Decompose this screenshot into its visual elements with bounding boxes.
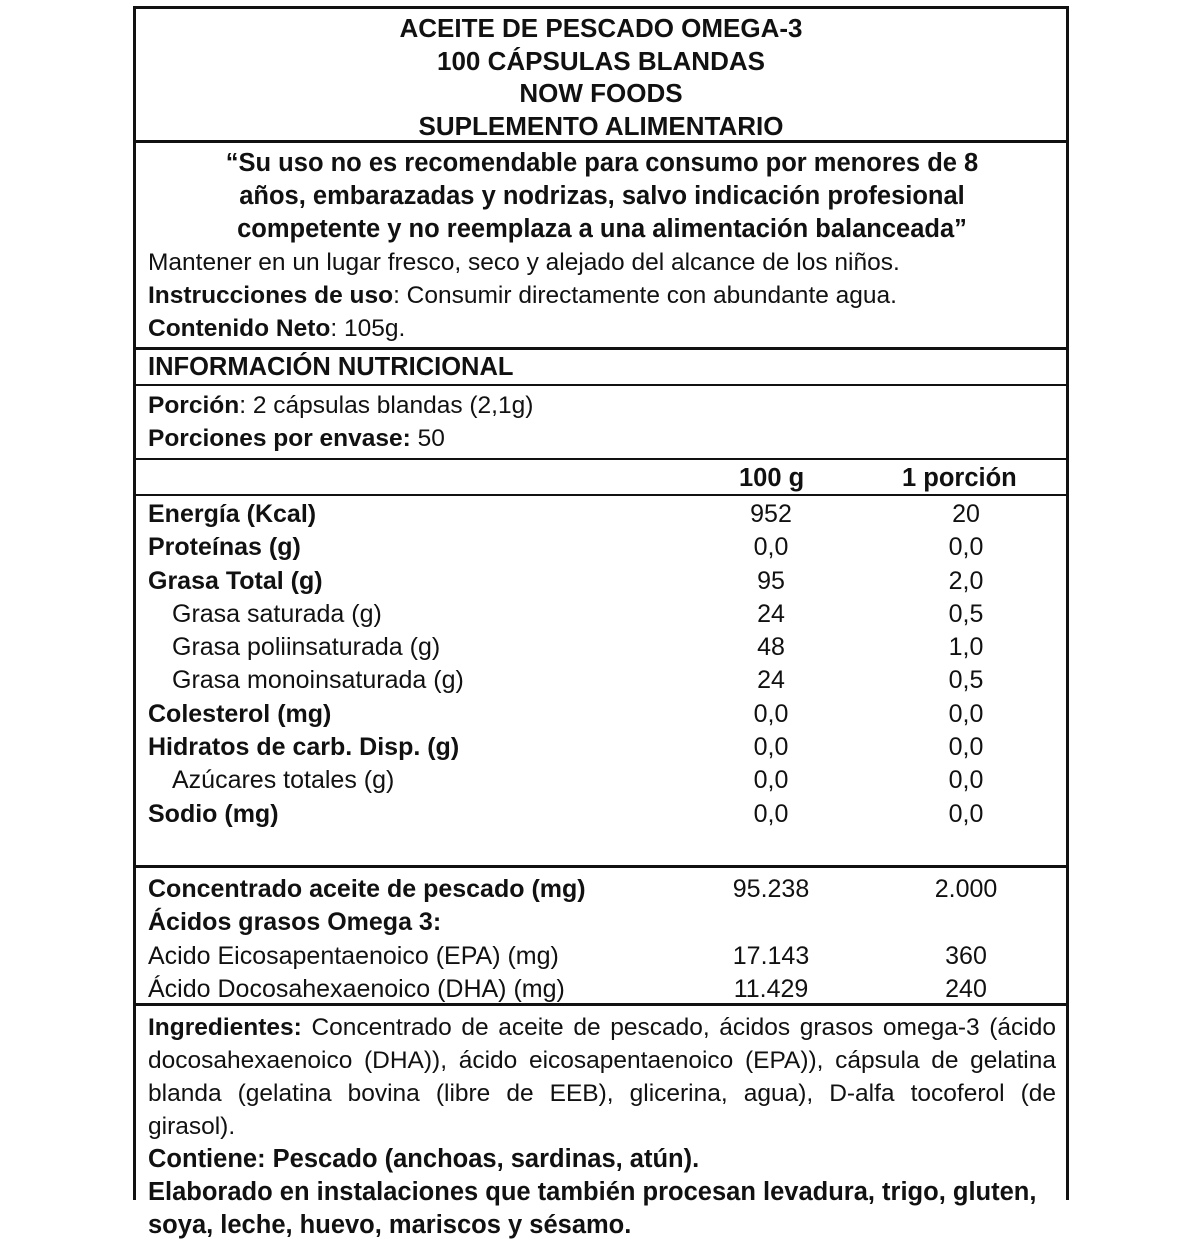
servings-text: 50	[410, 425, 445, 452]
omega-value-100g: 17.143	[732, 941, 810, 970]
usage-text: : Consumir directamente con abundante agua.	[393, 282, 897, 309]
nutrient-value-100g: 95	[757, 566, 785, 595]
nutrient-name: Grasa monoinsaturada (g)	[172, 666, 464, 695]
nutrient-value-100g: 24	[757, 666, 785, 695]
nutrient-value-portion: 0,0	[948, 699, 984, 728]
nutrient-name: Energía (Kcal)	[148, 500, 317, 528]
nutrient-row	[136, 498, 1066, 531]
nutrient-name: Sodio (mg)	[148, 799, 279, 828]
net-content	[148, 312, 1056, 345]
omega-value-100g: 11.429	[733, 974, 809, 1003]
nutrient-row	[136, 531, 1066, 564]
ingredients-label: Ingredientes:	[148, 1014, 302, 1041]
nutrient-value-100g: 0,0	[753, 766, 789, 795]
net-content-label: Contenido Neto	[148, 315, 331, 342]
net-content-text: : 105g.	[330, 315, 406, 342]
warning-quote-line-3: competente y no reemplaza a una alimentación balanceada”	[237, 215, 967, 243]
usage-label: Instrucciones de uso	[148, 282, 394, 309]
nutrient-value-100g: 24	[757, 599, 785, 628]
nutrient-value-portion: 0,5	[948, 599, 984, 628]
nutrient-row	[136, 631, 1066, 664]
nutrient-row	[136, 598, 1066, 631]
product-header	[136, 9, 1066, 143]
brand-name: NOW FOODS	[519, 78, 683, 108]
warning-quote-line-2: años, embarazadas y nodrizas, salvo indicación profesional	[239, 182, 965, 210]
ingredients-text: Concentrado de aceite de pescado, ácidos grasos omega-3 (ácido docosahexaenoico (DHA)), ácido eicosapentaenoico (EPA)), cápsula de gelatina blanda (gelatina bovina (libre de EEB), glicerina, agua), D-alfa tocoferol (de girasol).	[148, 1014, 1056, 1140]
nutrient-name: Proteínas (g)	[148, 533, 301, 562]
nutrient-value-100g: 0,0	[753, 799, 789, 828]
portion-text: : 2 cápsulas blandas (2,1g)	[239, 392, 534, 419]
usage-instructions	[148, 279, 1056, 312]
nutrient-row	[136, 731, 1066, 764]
nutrient-name: Grasa saturada (g)	[172, 599, 382, 628]
column-header-100g: 100 g	[739, 464, 805, 492]
product-category: SUPLEMENTO ALIMENTARIO	[418, 110, 784, 141]
omega-row	[136, 906, 1066, 939]
product-format: 100 CÁPSULAS BLANDAS	[437, 45, 765, 76]
servings-per-container	[148, 422, 1054, 455]
nutrient-value-portion: 2,0	[948, 566, 984, 595]
nutrient-row	[136, 798, 1066, 831]
portion-size	[148, 389, 1054, 422]
omega-value-100g: 95.238	[732, 875, 810, 903]
nutrient-value-100g: 0,0	[753, 533, 789, 562]
nutrition-label	[133, 6, 1069, 1239]
portion-section	[136, 386, 1066, 460]
omega-name: Concentrado aceite de pescado (mg)	[148, 875, 586, 903]
nutrient-row	[136, 764, 1066, 797]
nutrient-value-100g: 952	[750, 500, 792, 528]
omega-row	[136, 940, 1066, 973]
nutrient-name: Colesterol (mg)	[148, 699, 332, 728]
omega-row	[136, 873, 1066, 906]
nutrient-value-portion: 0,0	[948, 766, 984, 795]
storage-instructions: Mantener en un lugar fresco, seco y alejado del alcance de los niños.	[148, 249, 900, 276]
omega-value-portion: 2.000	[934, 875, 998, 903]
omega-table	[136, 868, 1066, 1006]
nutrient-row	[136, 565, 1066, 598]
nutrient-value-portion: 0,0	[948, 533, 984, 562]
nutrient-value-portion: 20	[952, 500, 980, 528]
omega-value-portion: 360	[945, 941, 987, 970]
nutrient-value-100g: 0,0	[753, 699, 789, 728]
nutrient-value-portion: 0,0	[948, 733, 984, 762]
ingredients-paragraph	[148, 1011, 1056, 1143]
nutrition-title: INFORMACIÓN NUTRICIONAL	[136, 350, 1066, 386]
nutrient-name: Grasa Total (g)	[148, 566, 323, 595]
nutrient-table	[136, 496, 1066, 868]
omega-name: Acido Eicosapentaenoico (EPA) (mg)	[148, 941, 559, 970]
nutrient-value-portion: 0,0	[948, 799, 984, 828]
warning-quote-line-1: “Su uso no es recomendable para consumo por menores de 8	[225, 149, 979, 177]
nutrient-name: Hidratos de carb. Disp. (g)	[148, 733, 460, 762]
omega-value-portion: 240	[945, 974, 987, 1003]
portion-label: Porción	[148, 392, 240, 419]
servings-label: Porciones por envase:	[148, 425, 411, 452]
product-name: ACEITE DE PESCADO OMEGA-3	[399, 13, 803, 43]
omega-row	[136, 973, 1066, 1006]
column-headers	[136, 460, 1066, 496]
nutrient-value-portion: 1,0	[948, 633, 984, 662]
nutrient-value-portion: 0,5	[948, 666, 984, 695]
allergen-facility: Elaborado en instalaciones que también procesan levadura, trigo, gluten, soya, leche, huevo, mariscos y sésamo.	[148, 1178, 1037, 1239]
column-header-portion: 1 porción	[902, 464, 1017, 492]
warning-section	[136, 143, 1066, 350]
ingredients-section	[136, 1006, 1066, 1242]
omega-name: Ácido Docosahexaenoico (DHA) (mg)	[148, 974, 565, 1003]
omega-name: Ácidos grasos Omega 3:	[148, 908, 442, 937]
nutrient-row	[136, 664, 1066, 697]
nutrient-name: Azúcares totales (g)	[172, 766, 395, 795]
nutrient-name: Grasa poliinsaturada (g)	[172, 633, 441, 662]
nutrient-row	[136, 698, 1066, 731]
allergen-contains: Contiene: Pescado (anchoas, sardinas, atún).	[148, 1145, 700, 1173]
nutrient-value-100g: 48	[757, 633, 785, 662]
nutrient-value-100g: 0,0	[753, 733, 789, 762]
